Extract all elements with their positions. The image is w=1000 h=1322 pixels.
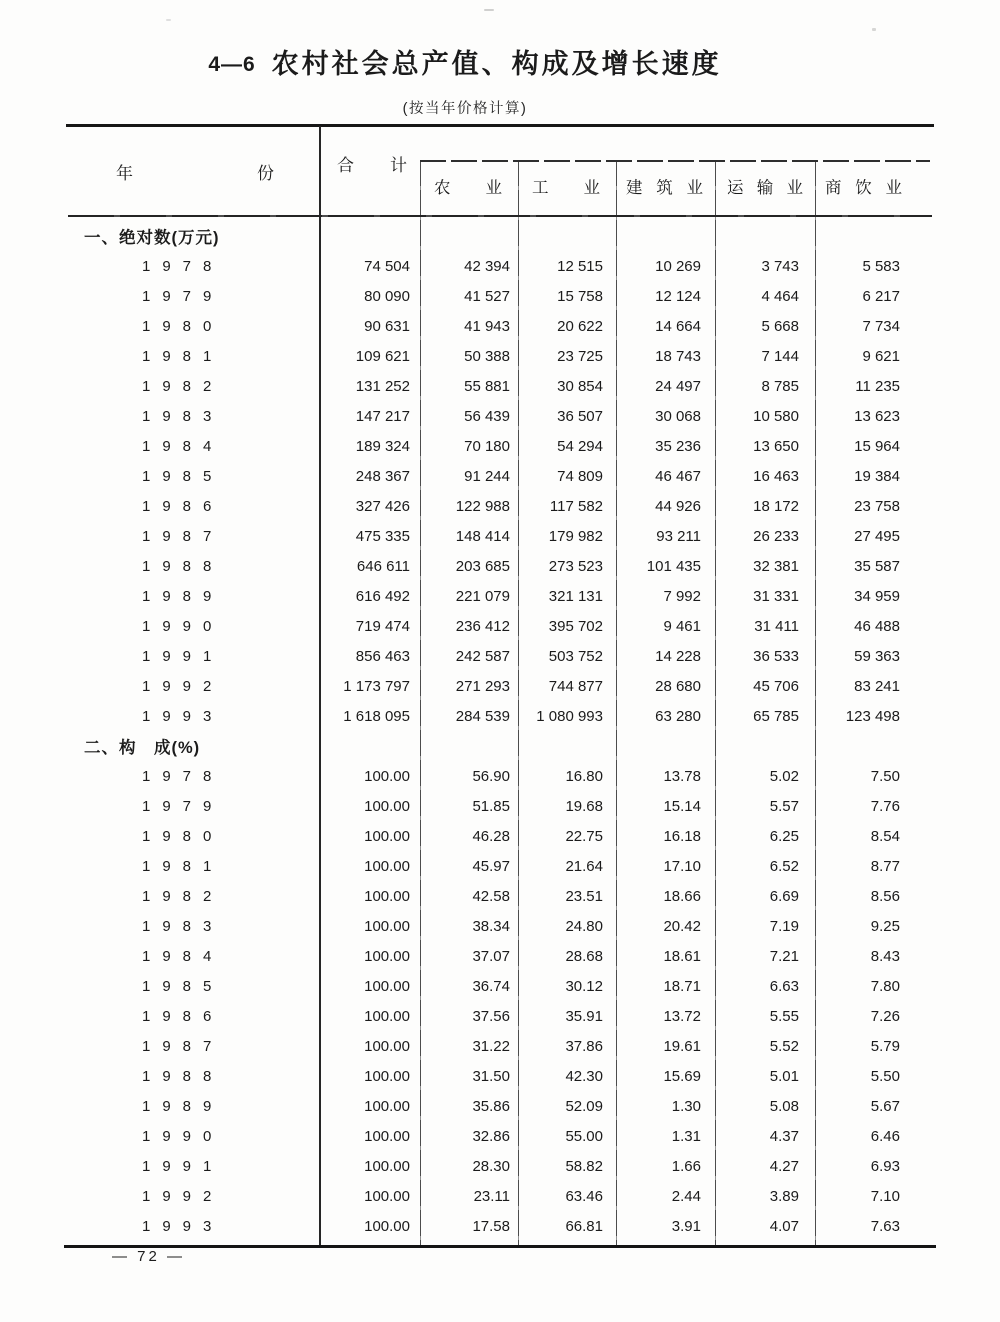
value-cell: 100.00: [364, 857, 410, 875]
value-cell: 45.97: [472, 857, 510, 875]
value-cell: 100.00: [364, 1007, 410, 1025]
value-cell: 6.93: [870, 1157, 900, 1175]
value-cell: 100.00: [364, 1037, 410, 1055]
section-heading: 一、绝对数(万元): [84, 229, 220, 247]
section-heading-row: [70, 221, 930, 251]
column-header-agriculture: [420, 160, 518, 215]
value-cell: 16.80: [565, 767, 603, 785]
value-cell: 46 488: [854, 617, 900, 635]
value-cell: 100.00: [364, 1157, 410, 1175]
value-cell: 6.25: [769, 827, 799, 845]
year-cell: 1984: [142, 947, 224, 965]
value-cell: 35.91: [565, 1007, 603, 1025]
value-cell: 50 388: [464, 347, 510, 365]
value-cell: 31.50: [472, 1067, 510, 1085]
value-cell: 117 582: [549, 497, 603, 515]
value-cell: 17.10: [663, 857, 701, 875]
value-cell: 6.69: [769, 887, 799, 905]
value-cell: 23.51: [565, 887, 603, 905]
value-cell: 4 464: [761, 287, 799, 305]
value-cell: 503 752: [548, 647, 603, 665]
value-cell: 23 758: [854, 497, 900, 515]
value-cell: 51.85: [472, 797, 510, 815]
header-char: 运: [727, 178, 744, 197]
header-char: 业: [786, 178, 803, 197]
value-cell: 83 241: [854, 677, 900, 695]
value-cell: 93 211: [656, 527, 701, 545]
value-cell: 8 785: [761, 377, 799, 395]
value-cell: 3.89: [769, 1187, 799, 1205]
header-char: 农: [434, 178, 451, 197]
value-cell: 236 412: [455, 617, 510, 635]
value-cell: 22.75: [565, 827, 603, 845]
value-cell: 20.42: [663, 917, 701, 935]
value-cell: 7 144: [761, 347, 799, 365]
table-row: [70, 1181, 930, 1211]
value-cell: 37.86: [565, 1037, 603, 1055]
value-cell: 321 131: [548, 587, 603, 605]
year-cell: 1981: [142, 347, 224, 365]
value-cell: 101 435: [646, 557, 701, 575]
value-cell: 70 180: [464, 437, 510, 455]
year-cell: 1981: [142, 857, 224, 875]
value-cell: 1 080 993: [536, 707, 603, 725]
value-cell: 30 068: [655, 407, 701, 425]
year-cell: 1978: [142, 257, 224, 275]
value-cell: 616 492: [355, 587, 410, 605]
header-char: 工: [532, 178, 549, 197]
year-cell: 1989: [142, 587, 224, 605]
table-row: [70, 281, 930, 311]
value-cell: 21.64: [565, 857, 603, 875]
value-cell: 5.01: [769, 1067, 799, 1085]
value-cell: 646 611: [356, 557, 410, 575]
value-cell: 32 381: [753, 557, 799, 575]
table-row: [70, 1151, 930, 1181]
value-cell: 221 079: [455, 587, 510, 605]
value-cell: 63 280: [655, 707, 701, 725]
value-cell: 8.54: [870, 827, 900, 845]
value-cell: 7.76: [870, 797, 900, 815]
value-cell: 100.00: [364, 767, 410, 785]
value-cell: 56.90: [472, 767, 510, 785]
table-row: [70, 851, 930, 881]
table-row: [70, 1061, 930, 1091]
value-cell: 109 621: [355, 347, 410, 365]
table-row: [70, 1211, 930, 1241]
year-cell: 1985: [142, 977, 224, 995]
table-row: [70, 881, 930, 911]
value-cell: 24 497: [655, 377, 701, 395]
table-row: [70, 1001, 930, 1031]
value-cell: 100.00: [364, 977, 410, 995]
value-cell: 13.72: [663, 1007, 701, 1025]
year-cell: 1979: [142, 797, 224, 815]
value-cell: 5.55: [769, 1007, 799, 1025]
value-cell: 41 527: [464, 287, 510, 305]
table-number: 4—6: [208, 53, 256, 76]
value-cell: 284 539: [455, 707, 510, 725]
column-header-industry: [518, 160, 616, 215]
value-cell: 2.44: [671, 1187, 701, 1205]
year-cell: 1986: [142, 497, 224, 515]
scan-artifact: [872, 28, 876, 31]
table-row: [70, 371, 930, 401]
year-cell: 1978: [142, 767, 224, 785]
statistics-table: [70, 124, 930, 1248]
year-cell: 1987: [142, 1037, 224, 1055]
value-cell: 148 414: [455, 527, 510, 545]
value-cell: 16.18: [663, 827, 701, 845]
year-cell: 1988: [142, 1067, 224, 1085]
value-cell: 1 618 095: [343, 707, 410, 725]
scan-artifact: [166, 19, 171, 21]
table-row: [70, 1031, 930, 1061]
year-cell: 1983: [142, 917, 224, 935]
value-cell: 46.28: [472, 827, 510, 845]
value-cell: 15.69: [663, 1067, 701, 1085]
value-cell: 3.91: [671, 1217, 701, 1235]
column-header-total: [320, 127, 420, 215]
value-cell: 38.34: [472, 917, 510, 935]
value-cell: 100.00: [364, 887, 410, 905]
value-cell: 91 244: [464, 467, 510, 485]
table-row: [70, 431, 930, 461]
table-row: [70, 671, 930, 701]
section-heading-row: [70, 731, 930, 761]
value-cell: 35 587: [854, 557, 900, 575]
value-cell: 5.57: [769, 797, 799, 815]
value-cell: 1.30: [671, 1097, 701, 1115]
value-cell: 34 959: [854, 587, 900, 605]
value-cell: 122 988: [455, 497, 510, 515]
value-cell: 12 124: [655, 287, 701, 305]
year-cell: 1987: [142, 527, 224, 545]
page-number: — 72 —: [112, 1248, 186, 1265]
value-cell: 63.46: [565, 1187, 603, 1205]
year-cell: 1988: [142, 557, 224, 575]
value-cell: 55.00: [565, 1127, 603, 1145]
value-cell: 395 702: [548, 617, 603, 635]
value-cell: 4.07: [769, 1217, 799, 1235]
value-cell: 52.09: [565, 1097, 603, 1115]
value-cell: 5.08: [769, 1097, 799, 1115]
table-row: [70, 791, 930, 821]
value-cell: 35 236: [655, 437, 701, 455]
value-cell: 36 507: [557, 407, 603, 425]
table-row: [70, 941, 930, 971]
column-header-transport: [715, 160, 815, 215]
value-cell: 5.79: [870, 1037, 900, 1055]
table-row: [70, 311, 930, 341]
value-cell: 123 498: [845, 707, 900, 725]
value-cell: 27 495: [854, 527, 900, 545]
value-cell: 14 664: [655, 317, 701, 335]
column-header-construction: [616, 160, 715, 215]
table-title: 农村社会总产值、构成及增长速度: [271, 49, 722, 79]
value-cell: 30 854: [557, 377, 603, 395]
value-cell: 7.63: [870, 1217, 900, 1235]
year-cell: 1993: [142, 707, 224, 725]
value-cell: 100.00: [364, 1067, 410, 1085]
table-row: [70, 461, 930, 491]
value-cell: 3 743: [761, 257, 799, 275]
table-row: [70, 401, 930, 431]
value-cell: 65 785: [753, 707, 799, 725]
value-cell: 7.10: [870, 1187, 900, 1205]
header-char: 业: [686, 178, 703, 197]
value-cell: 9 461: [663, 617, 701, 635]
value-cell: 147 217: [355, 407, 410, 425]
value-cell: 58.82: [565, 1157, 603, 1175]
subheader-row: [420, 160, 930, 215]
value-cell: 6.63: [769, 977, 799, 995]
value-cell: 7 734: [862, 317, 900, 335]
value-cell: 10 580: [753, 407, 799, 425]
value-cell: 11 235: [855, 377, 900, 395]
table-row: [70, 491, 930, 521]
year-cell: 1993: [142, 1217, 224, 1235]
value-cell: 13.78: [663, 767, 701, 785]
value-cell: 23.11: [473, 1187, 510, 1205]
table-row: [70, 1091, 930, 1121]
value-cell: 55 881: [464, 377, 510, 395]
value-cell: 5 583: [862, 257, 900, 275]
value-cell: 327 426: [355, 497, 410, 515]
year-cell: 1980: [142, 317, 224, 335]
table-row: [70, 821, 930, 851]
value-cell: 15 964: [854, 437, 900, 455]
value-cell: 856 463: [355, 647, 410, 665]
value-cell: 6 217: [862, 287, 900, 305]
value-cell: 31 331: [753, 587, 799, 605]
header-char: 计: [390, 155, 407, 175]
value-cell: 42.30: [565, 1067, 603, 1085]
value-cell: 28.30: [472, 1157, 510, 1175]
value-cell: 100.00: [364, 827, 410, 845]
section-heading: 二、构 成(%): [84, 739, 201, 757]
value-cell: 179 982: [548, 527, 603, 545]
value-cell: 54 294: [557, 437, 603, 455]
column-header-year: [70, 127, 320, 215]
header-char: 建: [626, 178, 643, 197]
table-row: [70, 611, 930, 641]
value-cell: 28 680: [655, 677, 701, 695]
value-cell: 45 706: [753, 677, 799, 695]
value-cell: 100.00: [364, 947, 410, 965]
header-char: 业: [485, 178, 502, 197]
year-cell: 1979: [142, 287, 224, 305]
value-cell: 10 269: [655, 257, 701, 275]
value-cell: 5.67: [870, 1097, 900, 1115]
value-cell: 100.00: [364, 917, 410, 935]
value-cell: 7.50: [870, 767, 900, 785]
value-cell: 41 943: [464, 317, 510, 335]
page-title: [0, 42, 930, 81]
value-cell: 9.25: [870, 917, 900, 935]
value-cell: 100.00: [364, 1217, 410, 1235]
value-cell: 5.52: [769, 1037, 799, 1055]
value-cell: 31.22: [472, 1037, 510, 1055]
value-cell: 19 384: [854, 467, 900, 485]
value-cell: 5 668: [761, 317, 799, 335]
year-cell: 1984: [142, 437, 224, 455]
table-row: [70, 521, 930, 551]
value-cell: 90 631: [364, 317, 410, 335]
value-cell: 17.58: [472, 1217, 510, 1235]
header-char: 筑: [656, 178, 673, 197]
value-cell: 74 809: [557, 467, 603, 485]
value-cell: 475 335: [355, 527, 410, 545]
header-char: 饮: [855, 178, 872, 197]
value-cell: 8.56: [870, 887, 900, 905]
value-cell: 242 587: [455, 647, 510, 665]
value-cell: 1.66: [671, 1157, 701, 1175]
value-cell: 131 252: [355, 377, 410, 395]
value-cell: 80 090: [364, 287, 410, 305]
value-cell: 19.61: [663, 1037, 701, 1055]
table-row: [70, 701, 930, 731]
year-cell: 1982: [142, 887, 224, 905]
year-cell: 1992: [142, 1187, 224, 1205]
value-cell: 9 621: [862, 347, 900, 365]
table-row: [70, 761, 930, 791]
header-char: 年: [116, 163, 133, 183]
year-cell: 1990: [142, 617, 224, 635]
value-cell: 20 622: [557, 317, 603, 335]
value-cell: 1 173 797: [343, 677, 410, 695]
value-cell: 37.07: [472, 947, 510, 965]
value-cell: 7.19: [769, 917, 799, 935]
header-char: 业: [885, 178, 902, 197]
value-cell: 12 515: [557, 257, 603, 275]
value-cell: 13 650: [753, 437, 799, 455]
value-cell: 18.61: [663, 947, 701, 965]
year-cell: 1991: [142, 647, 224, 665]
value-cell: 7.80: [870, 977, 900, 995]
value-cell: 100.00: [364, 1097, 410, 1115]
value-cell: 15.14: [663, 797, 701, 815]
column-header-commerce: [815, 160, 930, 215]
year-cell: 1982: [142, 377, 224, 395]
value-cell: 5.02: [769, 767, 799, 785]
value-cell: 46 467: [655, 467, 701, 485]
header-char: 商: [825, 178, 842, 197]
value-cell: 6.46: [870, 1127, 900, 1145]
header-char: 份: [257, 163, 274, 183]
value-cell: 100.00: [364, 1127, 410, 1145]
year-cell: 1985: [142, 467, 224, 485]
value-cell: 18.66: [663, 887, 701, 905]
value-cell: 26 233: [753, 527, 799, 545]
value-cell: 5.50: [870, 1067, 900, 1085]
value-cell: 7 992: [663, 587, 701, 605]
value-cell: 13 623: [854, 407, 900, 425]
value-cell: 30.12: [565, 977, 603, 995]
year-cell: 1990: [142, 1127, 224, 1145]
table-row: [70, 551, 930, 581]
value-cell: 28.68: [565, 947, 603, 965]
value-cell: 8.43: [870, 947, 900, 965]
value-cell: 37.56: [472, 1007, 510, 1025]
value-cell: 1.31: [671, 1127, 701, 1145]
year-cell: 1992: [142, 677, 224, 695]
value-cell: 248 367: [355, 467, 410, 485]
value-cell: 4.37: [769, 1127, 799, 1145]
value-cell: 19.68: [565, 797, 603, 815]
header-char: 输: [756, 178, 774, 197]
year-cell: 1980: [142, 827, 224, 845]
value-cell: 4.27: [769, 1157, 799, 1175]
value-cell: 56 439: [464, 407, 510, 425]
value-cell: 189 324: [355, 437, 410, 455]
header-char: 合: [337, 155, 354, 175]
value-cell: 18.71: [663, 977, 701, 995]
table-row: [70, 581, 930, 611]
value-cell: 744 877: [548, 677, 603, 695]
value-cell: 7.21: [769, 947, 799, 965]
value-cell: 15 758: [557, 287, 603, 305]
table-row: [70, 251, 930, 281]
value-cell: 271 293: [455, 677, 510, 695]
table-row: [70, 341, 930, 371]
value-cell: 35.86: [472, 1097, 510, 1115]
value-cell: 719 474: [355, 617, 410, 635]
value-cell: 31 411: [754, 617, 799, 635]
value-cell: 36 533: [753, 647, 799, 665]
table-row: [70, 971, 930, 1001]
year-cell: 1986: [142, 1007, 224, 1025]
year-cell: 1989: [142, 1097, 224, 1115]
value-cell: 6.52: [769, 857, 799, 875]
table-row: [70, 911, 930, 941]
value-cell: 24.80: [565, 917, 603, 935]
value-cell: 100.00: [364, 797, 410, 815]
value-cell: 42 394: [464, 257, 510, 275]
value-cell: 7.26: [870, 1007, 900, 1025]
value-cell: 16 463: [753, 467, 799, 485]
value-cell: 42.58: [472, 887, 510, 905]
value-cell: 74 504: [364, 257, 410, 275]
value-cell: 44 926: [655, 497, 701, 515]
value-cell: 66.81: [565, 1217, 603, 1235]
year-cell: 1991: [142, 1157, 224, 1175]
table-bottom-rule: [64, 1245, 936, 1248]
table-subtitle: (按当年价格计算): [402, 101, 528, 117]
header-char: 业: [583, 178, 600, 197]
value-cell: 203 685: [455, 557, 510, 575]
value-cell: 18 743: [655, 347, 701, 365]
value-cell: 18 172: [753, 497, 799, 515]
table-row: [70, 1121, 930, 1151]
value-cell: 100.00: [364, 1187, 410, 1205]
table-row: [70, 641, 930, 671]
value-cell: 23 725: [557, 347, 603, 365]
value-cell: 36.74: [472, 977, 510, 995]
scan-artifact: [484, 9, 494, 11]
value-cell: 8.77: [870, 857, 900, 875]
value-cell: 14 228: [655, 647, 701, 665]
year-cell: 1983: [142, 407, 224, 425]
value-cell: 273 523: [548, 557, 603, 575]
value-cell: 59 363: [854, 647, 900, 665]
value-cell: 32.86: [472, 1127, 510, 1145]
table-body: [70, 217, 930, 1245]
